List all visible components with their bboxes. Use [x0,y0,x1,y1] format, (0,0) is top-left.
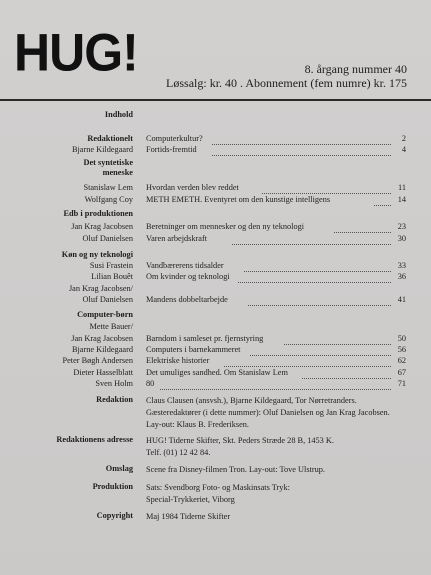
toc-entry-page: 36 [397,272,406,281]
toc-entry-title: Hvordan verden blev reddet [146,183,239,192]
toc-entry-title: Mandens dobbeltarbejde [146,295,228,304]
toc-entry-page: 67 [397,368,406,377]
magazine-logo: HUG! [14,23,138,82]
toc-entry-author: Sven Holm [95,379,133,388]
colophon-label: Copyright [96,511,133,520]
toc-entry-title: 80 [146,379,155,388]
dot-leader [374,204,391,206]
toc-entry-page: 41 [397,295,406,304]
header-rule [0,99,431,101]
toc-entry-author: Oluf Danielsen [82,234,133,243]
toc-entry-page: 62 [397,356,406,365]
dot-leader [160,388,391,390]
toc-entry-page: 23 [397,222,406,231]
toc-entry-author: Jan Krag Jacobsen [71,222,133,231]
toc-entry-author: Lilian Bouêt [91,272,133,281]
dot-leader [284,343,391,345]
toc-entry-page: 4 [401,145,406,154]
toc-entry-page: 71 [397,379,406,388]
dot-leader [248,304,391,306]
colophon-label: Omslag [105,464,133,473]
toc-heading: Indhold [104,110,133,119]
toc-entry-author: Oluf Danielsen [82,295,133,304]
dot-leader [302,377,391,379]
issue-line: 8. årgang nummer 40 [304,62,407,76]
toc-entry-author: Bjarne Kildegaard [71,345,133,354]
colophon-text: Claus Clausen (ansvsh.), Bjarne Kildegaard, Tor Nørretranders. Gæsteredaktører (i dette nummer): Oluf Danielsen og Jan Krag Jacobsen. Lay-out: Klaus B. Frederiksen. [146,396,390,429]
section-heading: Computer-børn [77,310,133,319]
colophon-label: Redaktionens adresse [56,435,133,444]
dot-leader [232,243,391,245]
section-heading: Det syntetiske meneske [83,158,133,177]
toc-entry-page: 14 [397,195,406,204]
toc-entry-author: Peter Bøgh Andersen [62,356,133,365]
dot-leader [238,281,391,283]
issue-info [166,62,407,90]
toc-entry-title: Varen arbejdskraft [146,234,208,243]
dot-leader [224,365,391,367]
toc-entry-page: 50 [397,334,406,343]
toc-entry-title: Computerkultur? [146,134,203,143]
toc-entry-page: 11 [398,183,406,192]
colophon-text: HUG! Tiderne Skifter, Skt. Peders Stræde 28 B, 1453 K. Telf. (01) 12 42 84. [146,436,334,457]
toc-entry-title: Elektriske historier [146,356,210,365]
dot-leader [262,192,391,194]
toc-entry-title: Computers i barnekammeret [146,345,241,354]
toc-entry-author: Bjarne Kildegaard [71,145,133,154]
dot-leader [212,143,391,145]
toc-entry-title: Beretninger om mennesker og den ny teknologi [146,222,305,231]
toc-entry-page: 56 [397,345,406,354]
dot-leader [244,270,391,272]
toc-entry-author: Dieter Hasselblatt [73,368,133,377]
dot-leader [212,154,391,156]
dot-leader [334,231,391,233]
toc-entry-author: Jan Krag Jacobsen [71,334,133,343]
toc-entry-page: 30 [397,234,406,243]
toc-entry-title: Barndom i samleset pr. fjernstyring [146,334,264,343]
toc-entry-title: Fortids-fremtid [146,145,197,154]
toc-entry-author: Mette Bauer/ [89,322,133,331]
toc-entry-author: Wolfgang Coy [84,195,133,204]
price-line: Løssalg: kr. 40 . Abonnement (fem numre) kr. 175 [166,76,407,90]
toc-entry-title: Vandbærerens tidsalder [146,261,224,270]
toc-entry-author: Stanislaw Lem [83,183,133,192]
toc-entry-page: 33 [397,261,406,270]
colophon-label: Produktion [92,482,133,491]
colophon-text: Maj 1984 Tiderne Skifter [146,512,231,521]
toc-entry-author: Susi Frastein [89,261,133,270]
toc-entry-title: Det umuliges sandhed. Om Stanislaw Lem [146,368,288,377]
section-heading: Redaktionelt [87,134,133,143]
toc-entry-title: METH EMETH. Eventyret om den kunstige intelligens [146,195,331,204]
section-heading: Køn og ny teknologi [61,250,133,259]
colophon-text: Scene fra Disney-filmen Tron. Lay-out: Tove Ulstrup. [146,465,326,474]
colophon-label: Redaktion [96,395,133,404]
toc-entry-title: Om kvinder og teknologi [146,272,230,281]
dot-leader [250,354,391,356]
toc-entry-author: Jan Krag Jacobsen/ [68,284,133,293]
section-heading: Edb i produktionen [63,209,133,218]
colophon-text: Sats: Svendborg Foto- og Maskinsats Tryk: Special-Trykkeriet, Viborg [146,483,290,504]
toc-entry-page: 2 [401,134,406,143]
